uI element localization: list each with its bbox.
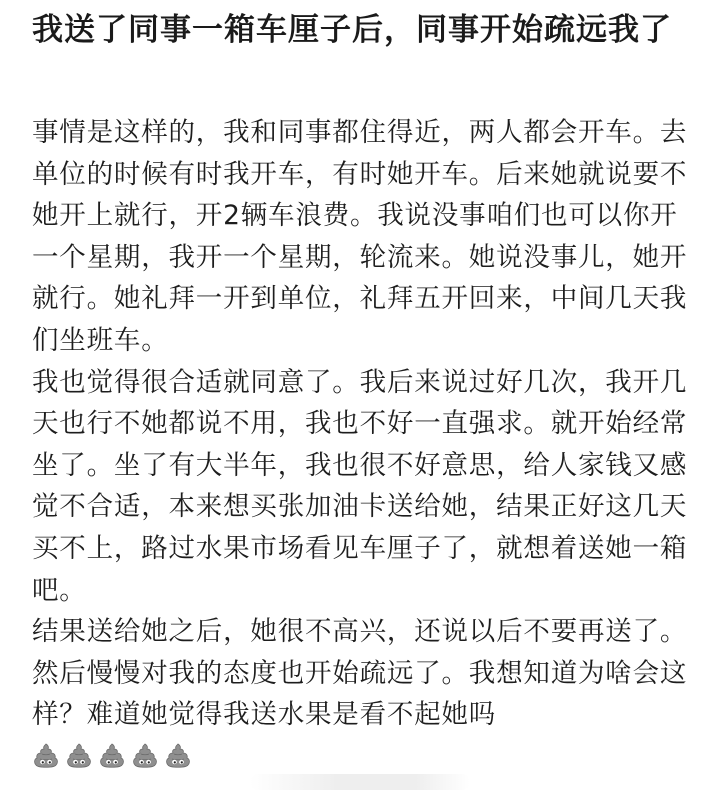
- poop-icon: [131, 742, 159, 770]
- poop-icon: [65, 742, 93, 770]
- paragraph: 我也觉得很合适就同意了。我后来说过好几次，我开几天也行不她都说不用，我也不好一直强求。就开始经常坐了。坐了有大半年，我也很不好意思，给人家钱又感觉不合适，本来想买张加油卡送给她，结果正好这几天买不上，路过水果市场看见车厘子了，就想着送她一箱吧。: [32, 366, 688, 606]
- poop-icon: [98, 742, 126, 770]
- emoji-row: [32, 740, 697, 772]
- paragraph: 事情是这样的，我和同事都住得近，两人都会开车。去单位的时候有时我开车，有时她开车。后来她就说要不她开上就行，开2辆车浪费。我说没事咱们也可以你开一个星期，我开一个星期，轮流来。她说没事儿，她开就行。她礼拜一开到单位，礼拜五开回来，中间几天我们坐班车。: [32, 117, 688, 356]
- watermark: [250, 774, 470, 790]
- poop-icon: [32, 742, 60, 770]
- post-body: [32, 112, 697, 736]
- post-title: 我送了同事一箱车厘子后，同事开始疏远我了: [32, 12, 672, 48]
- paragraph: 结果送给她之后，她很不高兴，还说以后不要再送了。然后慢慢对我的态度也开始疏远了。我想知道为啥会这样？难道她觉得我送水果是看不起她吗: [32, 616, 688, 731]
- poop-icon: [164, 742, 192, 770]
